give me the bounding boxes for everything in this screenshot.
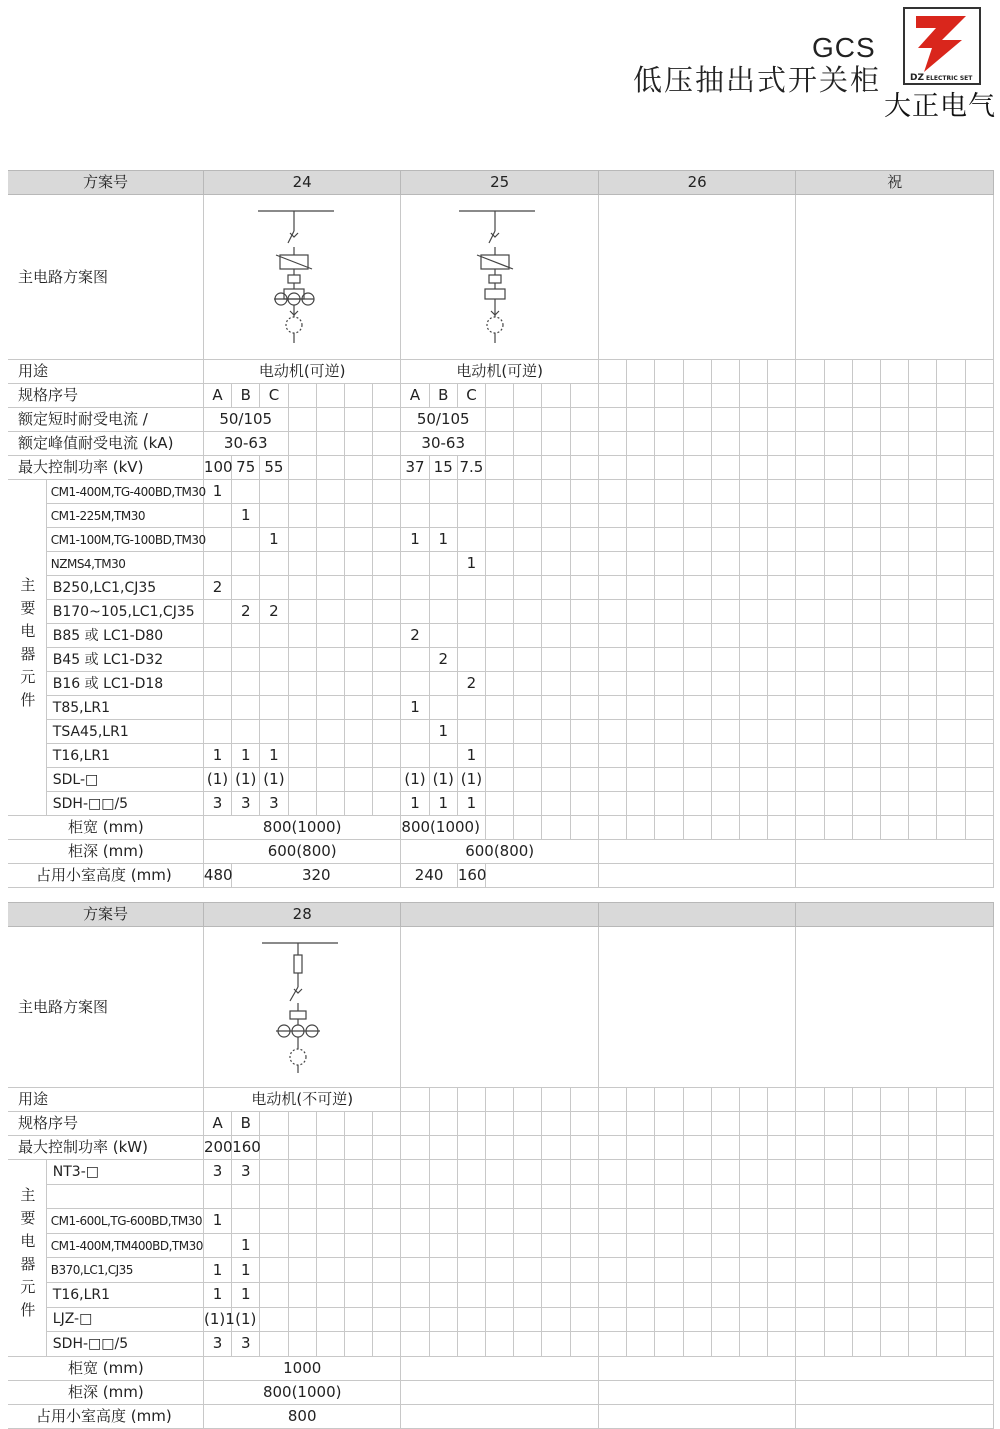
component-name: CM1-400M,TG-400BD,TM30 — [46, 480, 203, 504]
row-label-power: 最大控制功率 (kW) — [8, 1136, 203, 1160]
component-qty: (1) — [457, 768, 485, 792]
spec-a: A — [203, 1112, 231, 1136]
width-28: 1000 — [203, 1356, 401, 1380]
row-label-spec: 规格序号 — [8, 1112, 203, 1136]
component-qty: 1 — [401, 696, 429, 720]
spec-b: B — [232, 384, 260, 408]
use-28: 电动机(不可逆) — [203, 1088, 401, 1112]
component-qty: (1) — [232, 768, 260, 792]
peak-current-25: 30-63 — [401, 432, 486, 456]
component-qty: 3 — [232, 1160, 260, 1185]
components-group-label: 主要电器元件 — [8, 480, 46, 816]
power-cell: 7.5 — [457, 456, 485, 480]
brand-logo — [902, 6, 982, 86]
use-25: 电动机(可逆) — [401, 360, 599, 384]
width-24: 800(1000) — [203, 816, 401, 840]
component-qty: 1 — [203, 1282, 231, 1307]
component-name: LJZ-□ — [46, 1307, 203, 1332]
component-qty: 1 — [429, 792, 457, 816]
component-qty: 1 — [429, 720, 457, 744]
component-qty: 3 — [260, 792, 288, 816]
component-name: B370,LC1,CJ35 — [46, 1258, 203, 1283]
row-label-depth: 柜深 (mm) — [8, 1380, 203, 1404]
component-name: NT3-□ — [46, 1160, 203, 1185]
component-qty: 1 — [203, 744, 231, 768]
component-qty: 1 — [232, 504, 260, 528]
component-qty: 1 — [429, 528, 457, 552]
circuit-diagram-24 — [203, 195, 401, 360]
height-cell: 240 — [401, 864, 457, 888]
component-name: CM1-400M,TM400BD,TM30 — [46, 1233, 203, 1258]
depth-25: 600(800) — [401, 840, 599, 864]
row-label-short-current: 额定短时耐受电流 / — [8, 408, 203, 432]
component-name: SDH-□□/5 — [46, 792, 203, 816]
component-name: SDH-□□/5 — [46, 1332, 203, 1357]
component-name: B85 或 LC1-D80 — [46, 624, 203, 648]
use-24: 电动机(可逆) — [203, 360, 401, 384]
power-cell: 100 — [203, 456, 231, 480]
power-cell: 37 — [401, 456, 429, 480]
row-label-height: 占用小室高度 (mm) — [8, 864, 203, 888]
component-qty: 3 — [203, 1332, 231, 1357]
row-label-peak-current: 额定峰值耐受电流 (kA) — [8, 432, 203, 456]
component-qty: (1) — [260, 768, 288, 792]
power-cell: 55 — [260, 456, 288, 480]
component-qty: 2 — [203, 576, 231, 600]
row-label-power: 最大控制功率 (kV) — [8, 456, 203, 480]
component-qty: 1 — [457, 552, 485, 576]
brand-name: 大正电气 — [884, 91, 996, 122]
component-qty: 1 — [232, 1282, 260, 1307]
row-label-use: 用途 — [8, 1088, 203, 1112]
component-name: NZMS4,TM30 — [46, 552, 203, 576]
header-scheme-label: 方案号 — [8, 903, 203, 927]
header-scheme-28: 28 — [203, 903, 401, 927]
page-title: 低压抽出式开关柜 — [633, 63, 882, 97]
peak-current-24: 30-63 — [203, 432, 288, 456]
component-qty: (1)1 — [203, 1307, 231, 1332]
component-qty: 1 — [401, 528, 429, 552]
component-qty: 1 — [232, 1233, 260, 1258]
height-cell: 480 — [203, 864, 231, 888]
scheme-table-1 — [8, 170, 994, 888]
component-name: CM1-600L,TG-600BD,TM30 — [46, 1209, 203, 1234]
width-25: 800(1000) — [401, 816, 486, 840]
power-cell: 200 — [203, 1136, 231, 1160]
depth-24: 600(800) — [203, 840, 401, 864]
component-qty: 3 — [232, 792, 260, 816]
power-cell: 15 — [429, 456, 457, 480]
spec-b: B — [232, 1112, 260, 1136]
power-cell: 160 — [232, 1136, 260, 1160]
row-label-spec: 规格序号 — [8, 384, 203, 408]
table-header-row — [8, 171, 994, 195]
spec-c: C — [260, 384, 288, 408]
height-cell: 160 — [457, 864, 485, 888]
row-label-height: 占用小室高度 (mm) — [8, 1404, 203, 1428]
circuit-diagram-28 — [203, 927, 401, 1088]
circuit-diagram-icon — [401, 195, 597, 359]
header-scheme-27: 祝 — [796, 171, 994, 195]
component-name: TSA45,LR1 — [46, 720, 203, 744]
component-name: T85,LR1 — [46, 696, 203, 720]
svg-text:DZ: DZ — [910, 73, 924, 83]
short-current-25: 50/105 — [401, 408, 486, 432]
height-cell: 320 — [232, 864, 401, 888]
components-group-label: 主要电器元件 — [8, 1160, 46, 1357]
circuit-diagram-icon — [204, 195, 400, 359]
component-qty: 1 — [260, 744, 288, 768]
row-label-width: 柜宽 (mm) — [8, 1356, 203, 1380]
component-qty: 3 — [203, 1160, 231, 1185]
component-qty: 1 — [232, 1258, 260, 1283]
height-28: 800 — [203, 1404, 401, 1428]
component-qty: 2 — [232, 600, 260, 624]
component-qty: 1 — [203, 1209, 231, 1234]
spec-a: A — [203, 384, 231, 408]
component-name: CM1-225M,TM30 — [46, 504, 203, 528]
component-name: T16,LR1 — [46, 744, 203, 768]
component-qty: 1 — [457, 792, 485, 816]
circuit-diagram-icon — [204, 927, 400, 1087]
spec-a: A — [401, 384, 429, 408]
component-qty: 2 — [260, 600, 288, 624]
component-qty: 1 — [260, 528, 288, 552]
table-header-row — [8, 903, 994, 927]
spec-b: B — [429, 384, 457, 408]
component-qty: (1) — [401, 768, 429, 792]
depth-28: 800(1000) — [203, 1380, 401, 1404]
component-qty: 3 — [203, 792, 231, 816]
spec-c: C — [457, 384, 485, 408]
component-name: B170~105,LC1,CJ35 — [46, 600, 203, 624]
component-qty: (1) — [232, 1307, 260, 1332]
component-name: B16 或 LC1-D18 — [46, 672, 203, 696]
row-label-depth: 柜深 (mm) — [8, 840, 203, 864]
row-label-diagram: 主电路方案图 — [8, 927, 203, 1088]
component-qty: 2 — [401, 624, 429, 648]
header-gcs: GCS — [812, 32, 876, 63]
row-label-use: 用途 — [8, 360, 203, 384]
component-qty: 1 — [401, 792, 429, 816]
component-qty: 2 — [429, 648, 457, 672]
component-qty: 2 — [457, 672, 485, 696]
component-name: SDL-□ — [46, 768, 203, 792]
row-label-diagram: 主电路方案图 — [8, 195, 203, 360]
component-qty: (1) — [203, 768, 231, 792]
scheme-table-2 — [8, 902, 994, 1429]
spec-row — [8, 384, 994, 408]
component-name — [46, 1184, 203, 1209]
row-label-width: 柜宽 (mm) — [8, 816, 203, 840]
short-current-24: 50/105 — [203, 408, 288, 432]
component-name: B45 或 LC1-D32 — [46, 648, 203, 672]
component-qty: 1 — [203, 480, 231, 504]
header-scheme-25: 25 — [401, 171, 599, 195]
header-scheme-24: 24 — [203, 171, 401, 195]
component-qty: 1 — [203, 1258, 231, 1283]
component-qty: (1) — [429, 768, 457, 792]
component-name: B250,LC1,CJ35 — [46, 576, 203, 600]
header-scheme-26: 26 — [598, 171, 796, 195]
circuit-diagram-25 — [401, 195, 599, 360]
power-cell: 75 — [232, 456, 260, 480]
component-name: T16,LR1 — [46, 1282, 203, 1307]
header-scheme-label: 方案号 — [8, 171, 203, 195]
component-name: CM1-100M,TG-100BD,TM30 — [46, 528, 203, 552]
component-qty: 1 — [232, 744, 260, 768]
component-qty: 1 — [457, 744, 485, 768]
component-qty: 3 — [232, 1332, 260, 1357]
svg-text:ELECTRIC SET: ELECTRIC SET — [926, 75, 973, 82]
